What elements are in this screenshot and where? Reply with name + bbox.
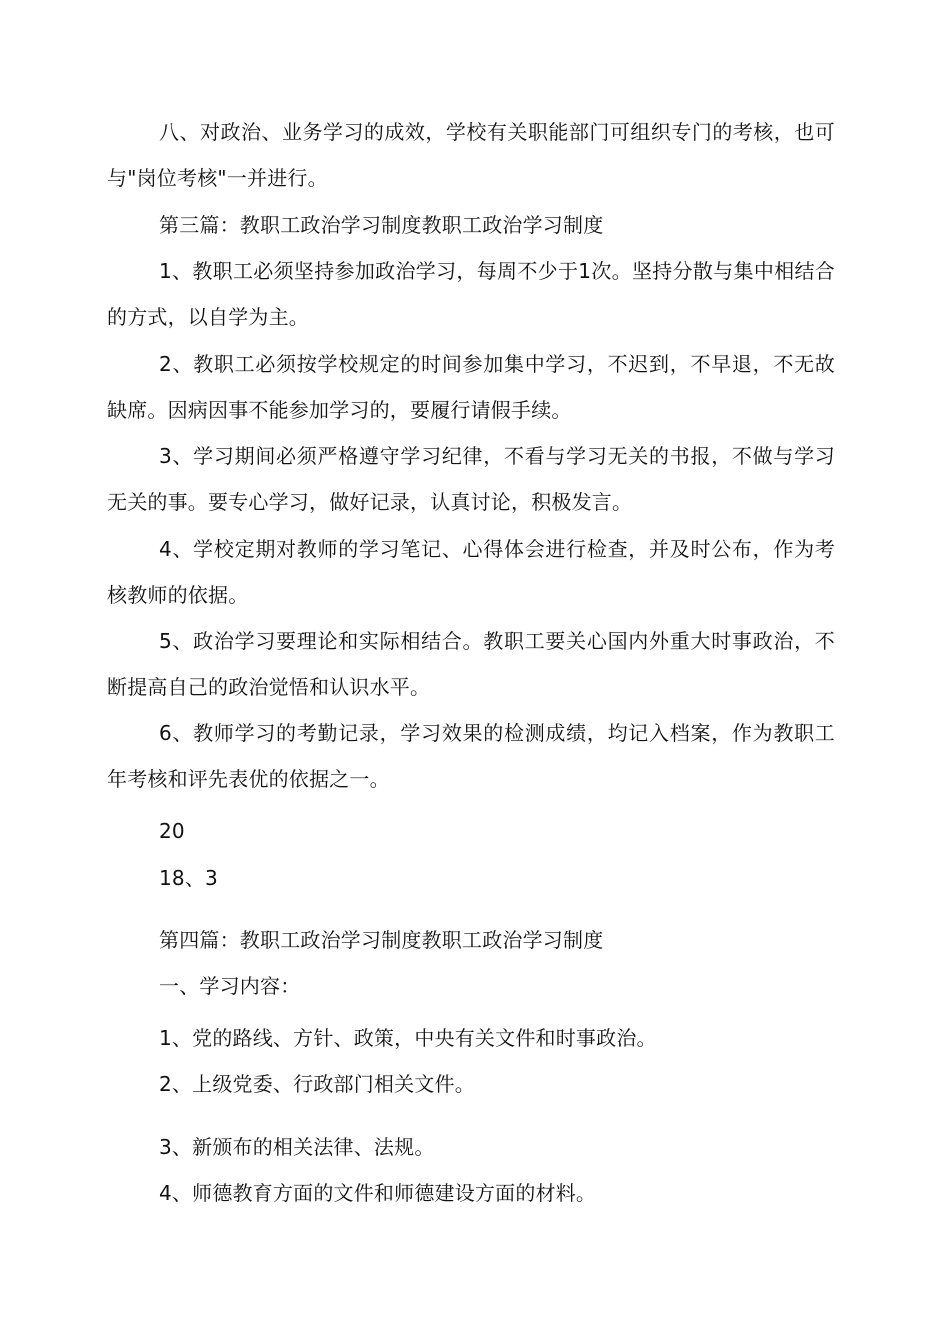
paragraph-rule-1: 1、教职工必须坚持参加政治学习，每周不少于1次。坚持分散与集中相结合的方式，以自学为主。 xyxy=(107,259,835,329)
content-item-4: 4、师德教育方面的文件和师德建设方面的材料。 xyxy=(159,1181,597,1205)
heading-study-content: 一、学习内容： xyxy=(159,974,301,998)
paragraph-rule-5: 5、政治学习要理论和实际相结合。教职工要关心国内外重大时事政治，不断提高自己的政治觉悟和认识水平。 xyxy=(107,629,835,699)
content-item-1: 1、党的路线、方针、政策，中央有关文件和时事政治。 xyxy=(159,1026,657,1050)
paragraph-section-8: 八、对政治、业务学习的成效，学校有关职能部门可组织专门的考核，也可与"岗位考核"一并进行。 xyxy=(107,120,835,190)
paragraph-rule-3: 3、学习期间必须严格遵守学习纪律，不看与学习无关的书报，不做与学习无关的事。要专心学习，做好记录，认真讨论，积极发言。 xyxy=(107,444,835,514)
paragraph-rule-4: 4、学校定期对教师的学习笔记、心得体会进行检查，并及时公布，作为考核教师的依据。 xyxy=(107,537,835,607)
paragraph-rule-2: 2、教职工必须按学校规定的时间参加集中学习，不迟到，不早退，不无故缺席。因病因事不能参加学习的，要履行请假手续。 xyxy=(107,352,835,422)
heading-part-3: 第三篇：教职工政治学习制度教职工政治学习制度 xyxy=(159,213,604,237)
content-item-2: 2、上级党委、行政部门相关文件。 xyxy=(159,1072,475,1096)
date-fragment-year: 20 xyxy=(159,819,185,843)
date-fragment-month: 18、3 xyxy=(159,866,218,890)
paragraph-rule-6: 6、教师学习的考勤记录，学习效果的检测成绩，均记入档案，作为教职工年考核和评先表优的依据之一。 xyxy=(107,721,835,791)
content-item-3: 3、新颁布的相关法律、法规。 xyxy=(159,1135,435,1159)
heading-part-4: 第四篇：教职工政治学习制度教职工政治学习制度 xyxy=(159,928,604,952)
